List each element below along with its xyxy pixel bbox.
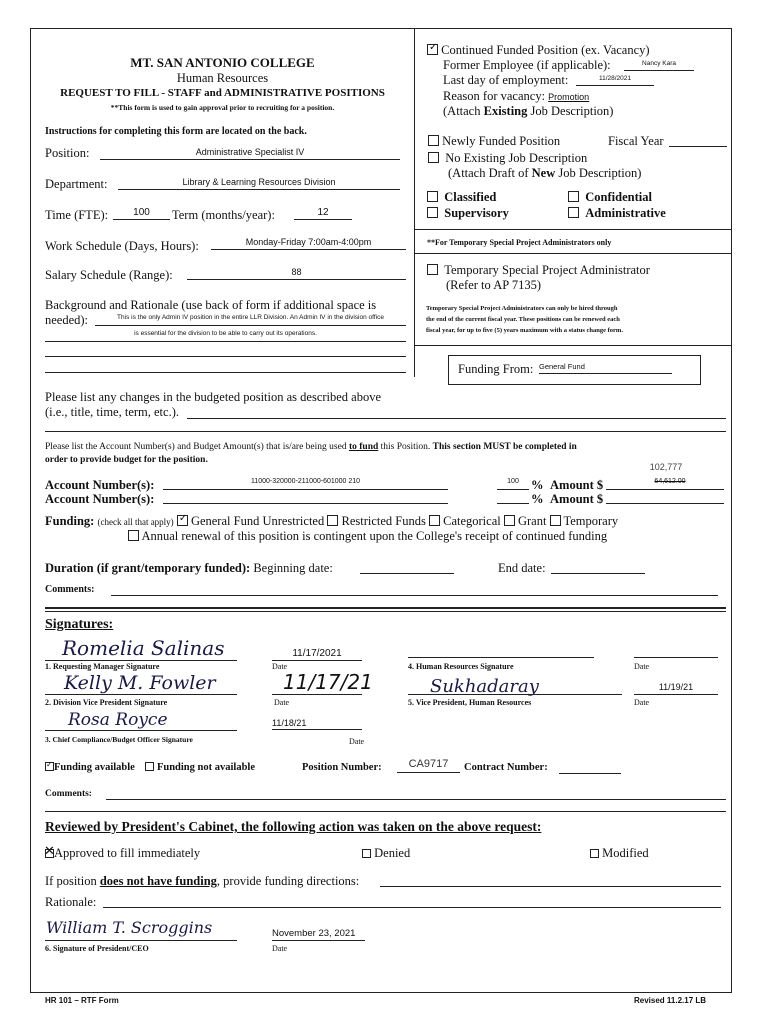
supervisory[interactable]: Supervisory <box>427 206 509 221</box>
grant-checkbox[interactable] <box>504 515 515 526</box>
annual-renewal-checkbox[interactable] <box>128 530 139 541</box>
annual-renewal[interactable]: Annual renewal of this position is contingent upon the College's receipt of continued funding <box>128 529 607 544</box>
modified-checkbox[interactable] <box>590 849 599 858</box>
funding-from-label: Funding From: <box>458 362 534 376</box>
amount-label-1: Amount $ <box>550 478 604 492</box>
background-label: Background and Rationale (use back of form if additional space is <box>45 298 377 312</box>
temp-header: **For Temporary Special Project Administrators only <box>427 238 612 247</box>
contract-number-field[interactable] <box>559 773 621 774</box>
grant-option[interactable]: Grant <box>504 514 547 528</box>
date-2-label: Date <box>274 698 290 707</box>
funding-not-available-option[interactable]: Funding not available <box>145 762 255 773</box>
date-1-label: Date <box>272 662 288 671</box>
restricted-option[interactable]: Restricted Funds <box>327 514 426 528</box>
salary-field[interactable]: 88 <box>187 267 406 280</box>
funding-available-checkbox[interactable]: ✓ <box>46 760 53 769</box>
signature-6-label: 6. Signature of President/CEO <box>45 944 149 953</box>
signature-3-line[interactable] <box>45 730 237 731</box>
signatures-title: Signatures: <box>45 617 114 632</box>
rationale-field[interactable] <box>103 907 721 908</box>
amount-field-2[interactable] <box>606 492 724 504</box>
date-4-field[interactable] <box>634 657 718 658</box>
rationale-label: Rationale: <box>45 895 97 909</box>
no-funding-label: If position does not have funding, provide funding directions: <box>45 874 360 888</box>
no-funding-field[interactable] <box>380 886 721 887</box>
signature-4: Sukhadaray <box>430 676 539 697</box>
no-existing[interactable]: No Existing Job Description <box>428 151 587 166</box>
signature-1-label: 1. Requesting Manager Signature <box>45 662 160 671</box>
former-employee-field[interactable]: Nancy Kara <box>624 60 694 71</box>
date-1-field[interactable]: 11/17/2021 <box>272 648 362 661</box>
administrative[interactable]: Administrative <box>568 206 666 221</box>
continued-funded[interactable]: ✓ Continued Funded Position (ex. Vacancy) <box>429 42 650 57</box>
denied-checkbox[interactable] <box>362 849 371 858</box>
amount-label-2: Amount $ <box>550 492 604 506</box>
column-divider <box>414 28 415 377</box>
confidential[interactable]: Confidential <box>568 190 652 205</box>
department-label: Department: <box>45 177 108 191</box>
general-fund-option[interactable]: ✓ General Fund Unrestricted <box>178 513 325 528</box>
continued-checkbox[interactable]: ✓ <box>429 42 438 53</box>
duration-row: Duration (if grant/temporary funded): Beginning date: <box>45 561 333 575</box>
temp-note-1: Temporary Special Project Administrators can only be hired through <box>426 305 618 312</box>
funding-not-available-checkbox[interactable] <box>145 762 154 771</box>
funding-label: Funding: <box>45 514 95 528</box>
signature-6: William T. Scroggins <box>46 918 213 937</box>
section-rule-1 <box>45 431 726 432</box>
administrative-checkbox[interactable] <box>568 207 579 218</box>
temp-top-rule <box>414 229 731 230</box>
percent-field-2[interactable] <box>497 492 529 504</box>
signature-2-label: 2. Division Vice President Signature <box>45 698 168 707</box>
funding-from-field[interactable]: General Fund <box>539 362 672 374</box>
position-field[interactable]: Administrative Specialist IV <box>100 147 400 160</box>
confidential-checkbox[interactable] <box>568 191 579 202</box>
position-number-label: Position Number: <box>302 762 382 773</box>
date-6-field[interactable]: November 23, 2021 <box>272 928 365 941</box>
modified-option[interactable]: Modified <box>590 846 649 861</box>
term-label: Term (months/year): <box>172 208 275 222</box>
account-instructions-2: order to provide budget for the position. <box>45 455 208 465</box>
background-label-2: needed): <box>45 313 89 327</box>
account-label-2: Account Number(s): <box>45 492 155 506</box>
changes-label-2: (i.e., title, time, term, etc.). <box>45 405 179 419</box>
no-existing-checkbox[interactable] <box>428 152 439 163</box>
signature-1-line[interactable] <box>45 660 237 661</box>
classified-checkbox[interactable] <box>427 191 438 202</box>
signature-5-line[interactable] <box>408 694 622 695</box>
denied-option[interactable]: Denied <box>362 846 410 861</box>
attach-existing: (Attach Existing Job Description) <box>443 104 614 118</box>
funding-status-row <box>45 762 255 773</box>
account-instructions: Please list the Account Number(s) and Budget Amount(s) that is/are being used to fund this Position. This section MUST be completed in <box>45 442 577 452</box>
restricted-checkbox[interactable] <box>327 515 338 526</box>
date-6-label: Date <box>272 944 288 953</box>
background-field-1[interactable]: This is the only Admin IV position in the entire LLR Division. An Admin IV in the division office <box>95 314 406 326</box>
amount-new: 102,777 <box>649 462 683 472</box>
form-title: REQUEST TO FILL - STAFF and ADMINISTRATIVE POSITIONS <box>60 87 385 99</box>
section-rule-3 <box>45 611 726 612</box>
background-field-2[interactable]: is essential for the division to be able to carry out its operations. <box>45 330 406 342</box>
date-2-value: 11/17/21 <box>283 670 373 694</box>
date-5-line[interactable] <box>634 694 718 695</box>
begin-date-field[interactable] <box>360 561 454 574</box>
signature-4-label: 4. Human Resources Signature <box>408 662 514 671</box>
date-5-value: 11/19/21 <box>658 682 694 692</box>
temp-bottom-rule <box>414 345 731 346</box>
signature-3: Rosa Royce <box>68 710 168 730</box>
temp-note-3: fiscal year, for up to five (5) years maximum with a status change form. <box>426 327 623 334</box>
temporary-checkbox[interactable] <box>550 515 561 526</box>
temp-admin-checkbox[interactable] <box>427 264 438 275</box>
signature-4-line[interactable] <box>408 657 594 658</box>
signatures-comments-label: Comments: <box>45 789 92 799</box>
fiscal-year-field[interactable] <box>669 135 727 147</box>
instructions: Instructions for completing this form are located on the back. <box>45 126 307 137</box>
newly-funded-checkbox[interactable] <box>428 135 439 146</box>
time-label: Time (FTE): <box>45 208 109 222</box>
account-field-1[interactable]: 11000-320000-211000-601000 210 <box>163 478 448 490</box>
section-rule-4 <box>45 811 726 812</box>
temp-mid-rule <box>414 253 731 254</box>
end-date-label: End date: <box>498 561 546 575</box>
signature-2-line[interactable] <box>45 694 237 695</box>
section-rule-2 <box>45 607 726 609</box>
date-3-field[interactable]: 11/18/21 <box>272 718 362 730</box>
date-4-label: Date <box>634 662 650 671</box>
temporary-option[interactable]: Temporary <box>550 514 619 528</box>
percent-field-1[interactable]: 100 <box>497 478 529 490</box>
amount-field-1[interactable]: 64,612.00 <box>606 478 724 490</box>
changes-field[interactable] <box>187 418 726 419</box>
temp-note-2: the end of the current fiscal year. These positions can be renewed each <box>426 316 620 323</box>
categorical-option[interactable]: Categorical <box>429 514 501 528</box>
position-label: Position: <box>45 146 90 160</box>
salary-label: Salary Schedule (Range): <box>45 268 173 282</box>
lastday-label: Last day of employment: <box>443 73 569 87</box>
account-label-1: Account Number(s): <box>45 478 155 492</box>
signature-1: Romelia Salinas <box>62 636 225 660</box>
newly-funded[interactable]: Newly Funded Position <box>428 134 560 149</box>
signature-5-label: 5. Vice President, Human Resources <box>408 698 532 707</box>
background-line-3[interactable] <box>45 356 406 357</box>
funding-row <box>45 514 618 529</box>
date-3-label: Date <box>349 737 365 746</box>
contract-number-label: Contract Number: <box>464 762 548 773</box>
funding-available-option[interactable]: ✓ Funding available <box>46 760 135 773</box>
fiscal-year-label: Fiscal Year <box>608 134 664 148</box>
duration-comments-field[interactable] <box>111 595 718 596</box>
end-date-field[interactable] <box>551 561 645 574</box>
signature-3-label: 3. Chief Compliance/Budget Officer Signature <box>45 735 193 744</box>
percent-sign-2: % <box>531 492 544 506</box>
term-field[interactable]: 12 <box>294 207 352 220</box>
signature-6-line[interactable] <box>45 940 237 941</box>
background-line-4[interactable] <box>45 372 406 373</box>
lastday-field[interactable]: 11/28/2021 <box>576 75 654 86</box>
classified[interactable]: Classified <box>427 190 496 205</box>
duration-comments-label: Comments: <box>45 584 95 595</box>
approved-checkbox[interactable]: ✕ <box>44 844 55 859</box>
schedule-field[interactable]: Monday-Friday 7:00am-4:00pm <box>211 237 406 250</box>
form-note: **This form is used to gain approval prior to recruiting for a position. <box>110 103 335 112</box>
signatures-comments-field[interactable] <box>106 799 726 800</box>
date-5-label: Date <box>634 698 650 707</box>
department-field[interactable]: Library & Learning Resources Division <box>118 177 400 190</box>
footer-form-id: HR 101 – RTF Form <box>45 996 119 1005</box>
cabinet-title: Reviewed by President's Cabinet, the following action was taken on the above request: <box>45 819 542 834</box>
former-employee-label: Former Employee (if applicable): <box>443 58 611 72</box>
college-name: MT. SAN ANTONIO COLLEGE <box>130 55 315 70</box>
hr-dept: Human Resources <box>176 71 269 85</box>
schedule-label: Work Schedule (Days, Hours): <box>45 239 199 253</box>
reason-value[interactable]: Promotion <box>548 92 590 102</box>
changes-label-1: Please list any changes in the budgeted position as described above <box>45 390 382 404</box>
attach-new: (Attach Draft of New Job Description) <box>448 166 642 180</box>
temp-admin[interactable]: Temporary Special Project Administrator <box>427 263 650 278</box>
supervisory-checkbox[interactable] <box>427 207 438 218</box>
position-number-field[interactable]: CA9717 <box>397 758 460 773</box>
reason-label: Reason for vacancy: Promotion <box>443 89 590 103</box>
date-2-line[interactable] <box>272 694 362 695</box>
signature-2: Kelly M. Fowler <box>64 672 216 694</box>
general-fund-checkbox[interactable]: ✓ <box>178 513 188 524</box>
temp-ref: (Refer to AP 7135) <box>446 278 542 292</box>
categorical-checkbox[interactable] <box>429 515 440 526</box>
percent-sign-1: % <box>531 478 544 492</box>
time-field[interactable]: 100 <box>113 207 170 220</box>
account-field-2[interactable] <box>163 492 448 504</box>
footer-revised: Revised 11.2.17 LB <box>634 996 707 1005</box>
check-all: (check all that apply) <box>97 517 174 527</box>
approved-option[interactable]: ✕ Approved to fill immediately <box>44 844 201 860</box>
